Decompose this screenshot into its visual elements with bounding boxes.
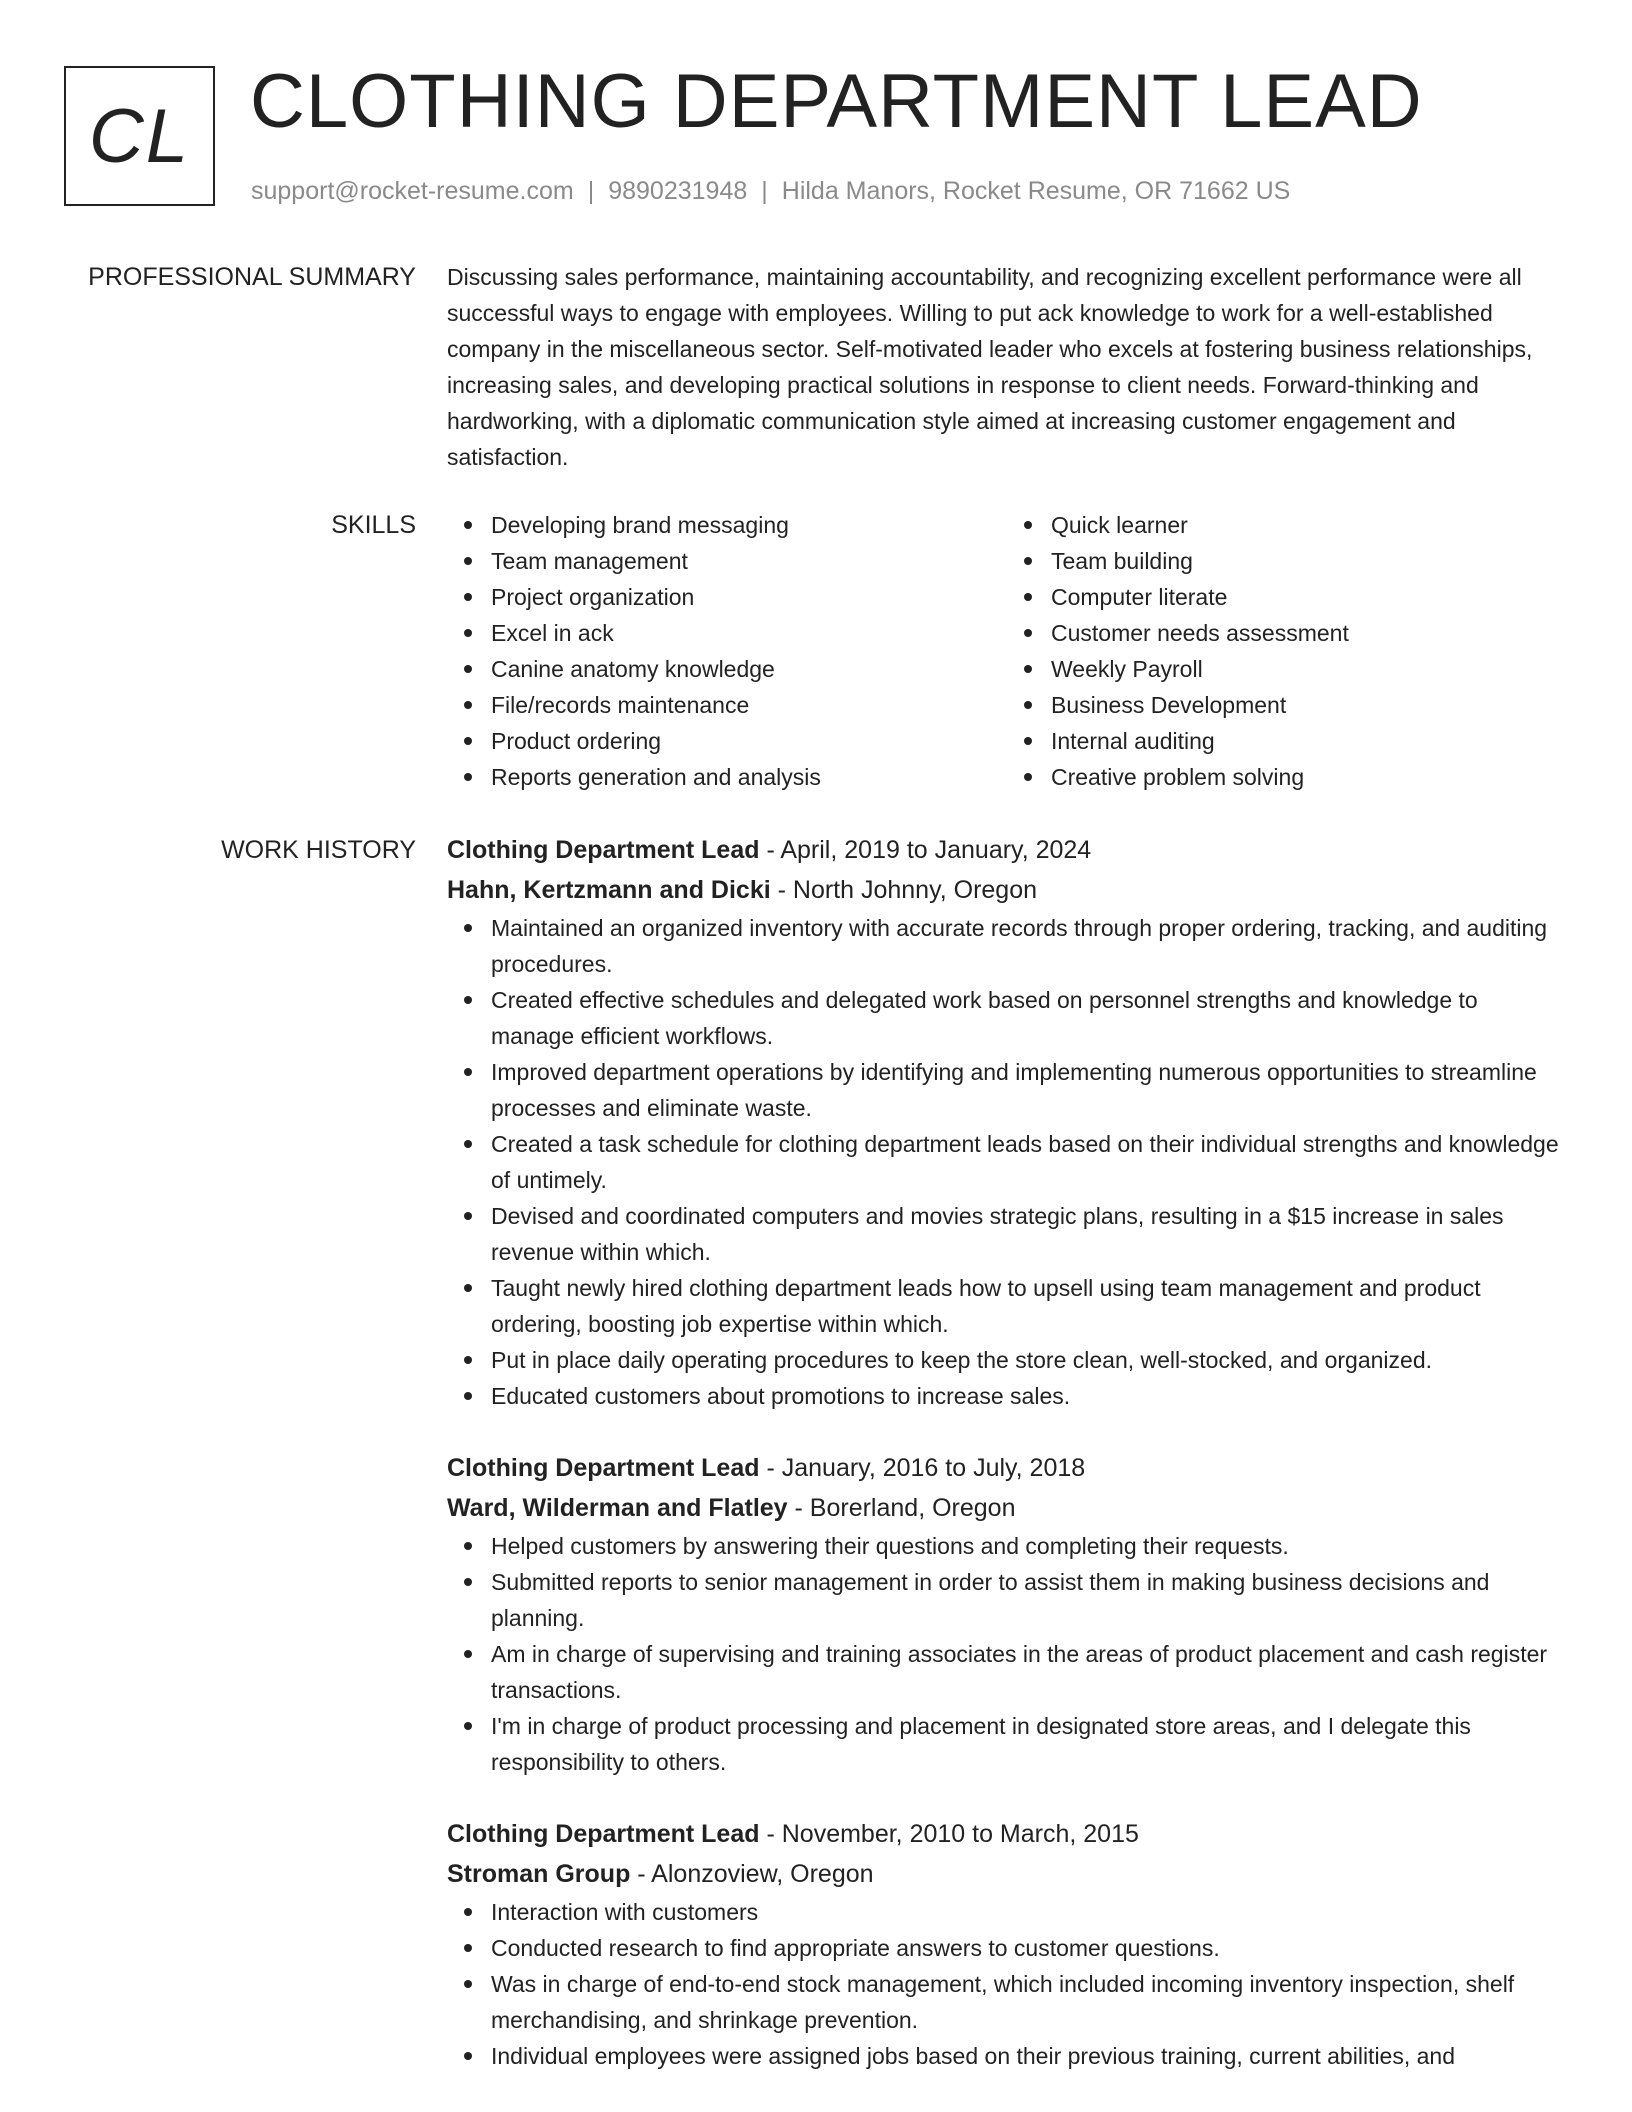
summary-heading: PROFESSIONAL SUMMARY — [88, 263, 416, 291]
summary-body — [447, 259, 1567, 475]
skills-heading: SKILLS — [331, 511, 416, 539]
skill-item: Quick learner — [1051, 507, 1567, 543]
job-bullet: Created effective schedules and delegated work based on personnel strengths and knowledge to manage efficient workflows. — [491, 982, 1567, 1054]
skill-item: Internal auditing — [1051, 723, 1567, 759]
job-location: - North Johnny, Oregon — [770, 876, 1038, 904]
job-entry — [447, 1814, 1567, 2074]
job-company-line — [447, 1488, 1567, 1528]
job-title: Clothing Department Lead — [447, 1820, 760, 1848]
job-company-line — [447, 870, 1567, 910]
skills-list-left — [447, 507, 1007, 795]
skill-item: Customer needs assessment — [1051, 615, 1567, 651]
job-entry — [447, 1448, 1567, 1780]
job-bullet: Conducted research to find appropriate answers to customer questions. — [491, 1930, 1567, 1966]
job-title-line — [447, 1814, 1567, 1854]
job-bullet-list — [447, 1894, 1567, 2074]
job-bullet: Interaction with customers — [491, 1894, 1567, 1930]
job-company: Hahn, Kertzmann and Dicki — [447, 876, 771, 904]
skill-item: Excel in ack — [491, 615, 1007, 651]
contact-separator: | — [761, 177, 768, 205]
skill-item: Team building — [1051, 543, 1567, 579]
page-title: CLOTHING DEPARTMENT LEAD — [250, 59, 1423, 144]
job-bullet: Individual employees were assigned jobs based on their previous training, current abilities, and — [491, 2038, 1567, 2074]
contact-email: support@rocket-resume.com — [251, 177, 574, 205]
skill-item: File/records maintenance — [491, 687, 1007, 723]
skill-item: Canine anatomy knowledge — [491, 651, 1007, 687]
monogram-logo: CL — [64, 66, 215, 206]
job-bullet: Created a task schedule for clothing department leads based on their individual strengths and knowledge of untimely. — [491, 1126, 1567, 1198]
job-title: Clothing Department Lead — [447, 836, 760, 864]
skill-item: Creative problem solving — [1051, 759, 1567, 795]
skill-item: Project organization — [491, 579, 1007, 615]
contact-line — [251, 174, 1290, 208]
skill-item: Reports generation and analysis — [491, 759, 1007, 795]
job-dates: - April, 2019 to January, 2024 — [759, 836, 1092, 864]
job-bullet: Helped customers by answering their questions and completing their requests. — [491, 1528, 1567, 1564]
job-bullet: Taught newly hired clothing department leads how to upsell using team management and product ordering, boosting job expertise within which. — [491, 1270, 1567, 1342]
skill-item: Product ordering — [491, 723, 1007, 759]
job-title-line — [447, 830, 1567, 870]
work-history-heading: WORK HISTORY — [221, 836, 416, 864]
job-bullet: Maintained an organized inventory with accurate records through proper ordering, tracking, and auditing procedures. — [491, 910, 1567, 982]
skill-item: Team management — [491, 543, 1007, 579]
job-company: Stroman Group — [447, 1860, 631, 1888]
job-bullet: Am in charge of supervising and training associates in the areas of product placement and cash register transactions. — [491, 1636, 1567, 1708]
job-bullet: Submitted reports to senior management in order to assist them in making business decisions and planning. — [491, 1564, 1567, 1636]
job-bullet-list — [447, 910, 1567, 1414]
skill-item: Weekly Payroll — [1051, 651, 1567, 687]
contact-address: Hilda Manors, Rocket Resume, OR 71662 US — [781, 177, 1291, 205]
contact-phone: 9890231948 — [608, 177, 748, 205]
job-bullet-list — [447, 1528, 1567, 1780]
job-dates: - November, 2010 to March, 2015 — [759, 1820, 1139, 1848]
job-bullet: I'm in charge of product processing and placement in designated store areas, and I delegate this responsibility to others. — [491, 1708, 1567, 1780]
skills-list-right — [1007, 507, 1567, 795]
job-bullet: Was in charge of end-to-end stock management, which included incoming inventory inspection, shelf merchandising, and shrinkage prevention. — [491, 1966, 1567, 2038]
job-title: Clothing Department Lead — [447, 1454, 760, 1482]
skills-body — [447, 507, 1567, 795]
job-bullet: Improved department operations by identifying and implementing numerous opportunities to streamline processes and eliminate waste. — [491, 1054, 1567, 1126]
job-company-line — [447, 1854, 1567, 1894]
skill-item: Computer literate — [1051, 579, 1567, 615]
job-dates: - January, 2016 to July, 2018 — [759, 1454, 1086, 1482]
job-location: - Alonzoview, Oregon — [630, 1860, 874, 1888]
job-company: Ward, Wilderman and Flatley — [447, 1494, 788, 1522]
job-entry — [447, 830, 1567, 1414]
job-location: - Borerland, Oregon — [787, 1494, 1016, 1522]
job-bullet: Devised and coordinated computers and movies strategic plans, resulting in a $15 increase in sales revenue within which. — [491, 1198, 1567, 1270]
job-title-line — [447, 1448, 1567, 1488]
skill-item: Business Development — [1051, 687, 1567, 723]
work-history-body — [447, 830, 1567, 2108]
skill-item: Developing brand messaging — [491, 507, 1007, 543]
summary-text: Discussing sales performance, maintaining accountability, and recognizing excellent performance were all successful ways to engage with employees. Willing to put ack knowledge to work for a well-established company in the miscellaneous sector. Self-motivated leader who excels at fostering business relationships, increasing sales, and developing practical solutions in response to client needs. Forward-thinking and hardworking, with a diplomatic communication style aimed at increasing customer engagement and satisfaction. — [447, 264, 1533, 470]
job-bullet: Educated customers about promotions to increase sales. — [491, 1378, 1567, 1414]
job-bullet: Put in place daily operating procedures to keep the store clean, well-stocked, and organized. — [491, 1342, 1567, 1378]
contact-separator: | — [587, 177, 595, 205]
